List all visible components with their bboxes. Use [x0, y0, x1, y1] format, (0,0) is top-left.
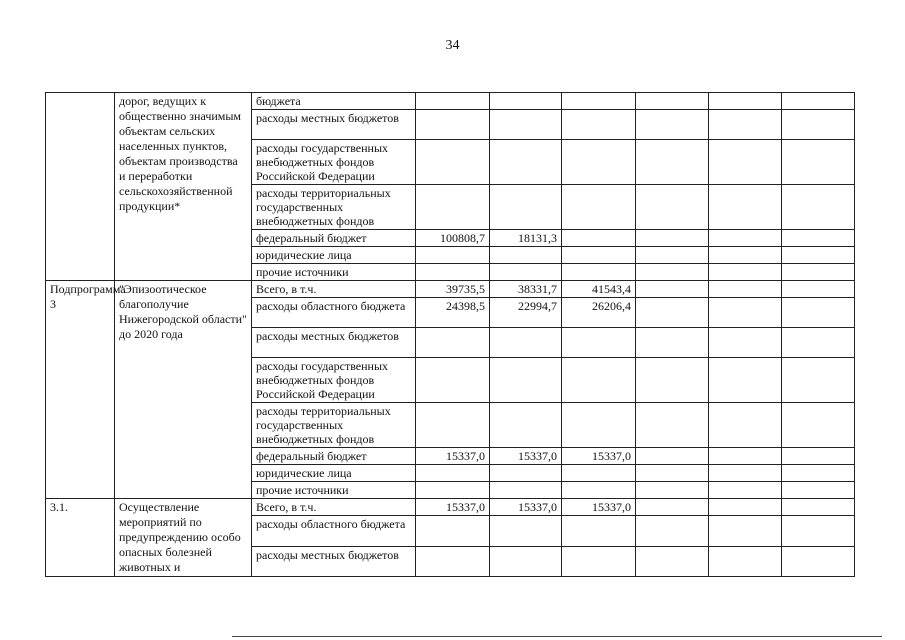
empty-cell [782, 516, 855, 546]
empty-cell [709, 499, 782, 516]
source-cell: расходы местных бюджетов [252, 546, 416, 576]
value-cell [562, 110, 636, 140]
value-cell [416, 328, 490, 358]
value-cell [562, 358, 636, 403]
empty-cell [782, 482, 855, 499]
value-cell: 41543,4 [562, 281, 636, 298]
value-cell: 22994,7 [490, 298, 562, 328]
value-cell [490, 328, 562, 358]
empty-cell [636, 358, 709, 403]
empty-cell [709, 247, 782, 264]
empty-cell [782, 448, 855, 465]
empty-cell [636, 499, 709, 516]
value-cell [416, 247, 490, 264]
empty-cell [709, 93, 782, 110]
empty-cell [782, 546, 855, 576]
value-cell: 26206,4 [562, 298, 636, 328]
value-cell [416, 110, 490, 140]
value-cell [416, 93, 490, 110]
empty-cell [782, 230, 855, 247]
empty-cell [709, 546, 782, 576]
value-cell [562, 264, 636, 281]
value-cell: 38331,7 [490, 281, 562, 298]
value-cell [490, 403, 562, 448]
bottom-rule [232, 636, 882, 637]
measure-name-cell: дорог, ведущих к общественно значимым объектам сельских населенных пунктов, объектам производства и переработки сельскохозяйственной продукции* [115, 93, 252, 281]
value-cell [562, 482, 636, 499]
empty-cell [709, 328, 782, 358]
empty-cell [709, 482, 782, 499]
source-cell: бюджета [252, 93, 416, 110]
value-cell [416, 140, 490, 185]
code-cell [46, 93, 115, 281]
empty-cell [782, 110, 855, 140]
empty-cell [782, 358, 855, 403]
source-cell: расходы местных бюджетов [252, 328, 416, 358]
empty-cell [636, 448, 709, 465]
value-cell: 15337,0 [416, 448, 490, 465]
empty-cell [636, 298, 709, 328]
page-number: 34 [445, 38, 460, 53]
value-cell [416, 546, 490, 576]
source-cell: расходы местных бюджетов [252, 110, 416, 140]
value-cell: 15337,0 [490, 448, 562, 465]
empty-cell [782, 465, 855, 482]
empty-cell [636, 110, 709, 140]
source-cell: расходы территориальных государственных внебюджетных фондов [252, 185, 416, 230]
value-cell [490, 110, 562, 140]
empty-cell [782, 93, 855, 110]
empty-cell [636, 482, 709, 499]
value-cell [562, 546, 636, 576]
empty-cell [636, 403, 709, 448]
subprogram-code-cell: Подпрограмма 3 [46, 281, 115, 499]
value-cell [562, 185, 636, 230]
empty-cell [709, 465, 782, 482]
empty-cell [709, 264, 782, 281]
source-cell: прочие источники [252, 264, 416, 281]
item-name-cell: Осуществление мероприятий по предупреждению особо опасных болезней животных и [115, 499, 252, 577]
value-cell [490, 140, 562, 185]
source-cell: юридические лица [252, 465, 416, 482]
value-cell [562, 403, 636, 448]
value-cell: 24398,5 [416, 298, 490, 328]
table-row [46, 499, 855, 516]
value-cell [562, 328, 636, 358]
source-cell: расходы государственных внебюджетных фондов Российской Федерации [252, 358, 416, 403]
source-cell: расходы территориальных государственных внебюджетных фондов [252, 403, 416, 448]
value-cell [490, 482, 562, 499]
value-cell: 15337,0 [490, 499, 562, 516]
empty-cell [709, 185, 782, 230]
empty-cell [636, 465, 709, 482]
empty-cell [782, 247, 855, 264]
value-cell [490, 247, 562, 264]
value-cell: 15337,0 [416, 499, 490, 516]
value-cell [490, 465, 562, 482]
value-cell [416, 403, 490, 448]
empty-cell [782, 403, 855, 448]
source-cell: расходы областного бюджета [252, 298, 416, 328]
empty-cell [636, 93, 709, 110]
value-cell [490, 264, 562, 281]
table-row [46, 281, 855, 298]
subprogram-name-cell: "Эпизоотическое благополучие Нижегородской области" до 2020 года [115, 281, 252, 499]
value-cell [490, 546, 562, 576]
empty-cell [636, 247, 709, 264]
empty-cell [709, 298, 782, 328]
empty-cell [709, 110, 782, 140]
empty-cell [636, 281, 709, 298]
value-cell: 100808,7 [416, 230, 490, 247]
value-cell [562, 140, 636, 185]
empty-cell [636, 140, 709, 185]
value-cell [490, 185, 562, 230]
empty-cell [782, 264, 855, 281]
item-code-cell: 3.1. [46, 499, 115, 577]
table-row [46, 93, 855, 110]
source-cell: расходы государственных внебюджетных фондов Российской Федерации [252, 140, 416, 185]
value-cell [562, 516, 636, 546]
empty-cell [709, 403, 782, 448]
empty-cell [782, 140, 855, 185]
empty-cell [782, 281, 855, 298]
source-cell: Всего, в т.ч. [252, 281, 416, 298]
value-cell [562, 230, 636, 247]
value-cell [562, 465, 636, 482]
source-cell: расходы областного бюджета [252, 516, 416, 546]
source-cell: юридические лица [252, 247, 416, 264]
value-cell [416, 358, 490, 403]
budget-table [45, 92, 855, 577]
value-cell [416, 482, 490, 499]
value-cell: 18131,3 [490, 230, 562, 247]
source-cell: федеральный бюджет [252, 448, 416, 465]
empty-cell [782, 185, 855, 230]
value-cell [416, 264, 490, 281]
empty-cell [782, 499, 855, 516]
empty-cell [709, 281, 782, 298]
empty-cell [636, 264, 709, 281]
value-cell: 15337,0 [562, 448, 636, 465]
value-cell [490, 516, 562, 546]
empty-cell [709, 516, 782, 546]
source-cell: прочие источники [252, 482, 416, 499]
value-cell [562, 247, 636, 264]
value-cell [416, 516, 490, 546]
value-cell: 15337,0 [562, 499, 636, 516]
empty-cell [709, 230, 782, 247]
value-cell [562, 93, 636, 110]
value-cell [490, 358, 562, 403]
empty-cell [709, 448, 782, 465]
source-cell: Всего, в т.ч. [252, 499, 416, 516]
source-cell: федеральный бюджет [252, 230, 416, 247]
empty-cell [636, 516, 709, 546]
empty-cell [636, 185, 709, 230]
empty-cell [636, 230, 709, 247]
empty-cell [709, 140, 782, 185]
empty-cell [782, 328, 855, 358]
empty-cell [709, 358, 782, 403]
empty-cell [636, 546, 709, 576]
empty-cell [782, 298, 855, 328]
empty-cell [636, 328, 709, 358]
value-cell [416, 465, 490, 482]
value-cell [490, 93, 562, 110]
value-cell: 39735,5 [416, 281, 490, 298]
value-cell [416, 185, 490, 230]
